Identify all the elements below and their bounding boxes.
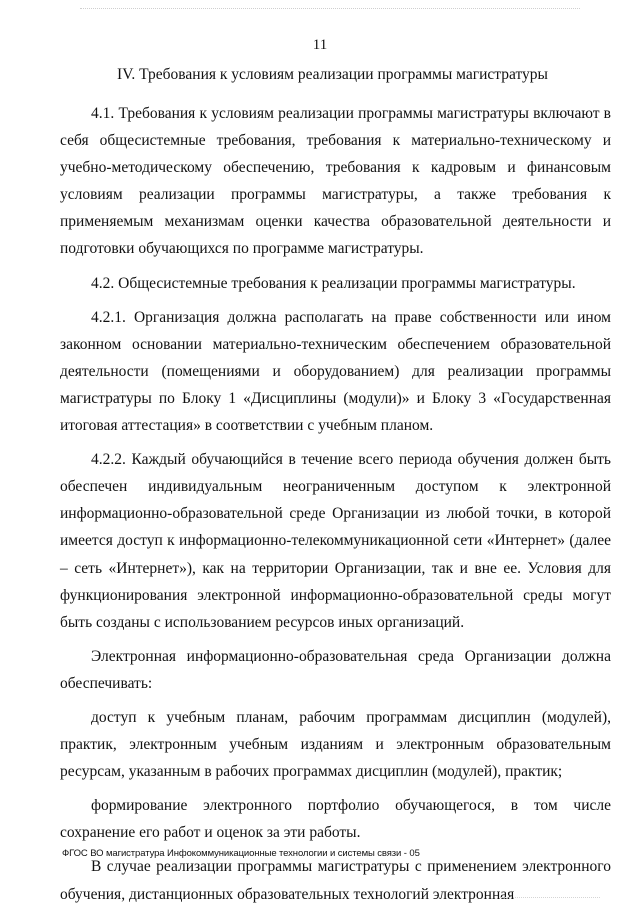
paragraph-distance-learning: В случае реализации программы магистратуры с применением электронного обучения, дистанционных образовательных технологий электронная [60,858,611,903]
section-title: IV. Требования к условиям реализации программы магистратуры [117,66,548,83]
paragraph-4-2-1: 4.2.1. Организация должна располагать на праве собственности или ином законном основании материально-техническим обеспечением образовательной деятельности (помещениями и оборудованием) для реализации программы магистратуры по Блоку 1 «Дисциплины (модули)» и Блоку 3 «Государственная итоговая аттестация» в соответствии с учебным планом. [60,308,611,435]
paragraph-eios-access: доступ к учебным планам, рабочим программам дисциплин (модулей), практик, электронным учебным изданиям и электронным образовательным ресурсам, указанным в рабочих программах дисциплин (модулей), практик; [60,708,611,781]
page-number: 11 [312,37,328,53]
scan-edge-bottom [500,897,600,899]
paragraph-eios-intro: Электронная информационно-образовательная среда Организации должна обеспечивать: [60,647,611,692]
page-footer: ФГОС ВО магистратура Инфокоммуникационные технологии и системы связи - 05 [62,848,420,859]
scan-edge-top [80,8,580,10]
paragraph-4-2-2: 4.2.2. Каждый обучающийся в течение всего периода обучения должен быть обеспечен индивидуальным неограниченным доступом к электронной информационно-образовательной среде Организации из любой точки, в которой имеется доступ к информационно-телекоммуникационной сети «Интернет» (далее – сеть «Интернет»), как на территории Организации, так и вне ее. Условия для функционирования электронной информационно-образовательной среды могут быть созданы с использованием ресурсов иных организаций. [60,451,611,631]
paragraph-4-1: 4.1. Требования к условиям реализации программы магистратуры включают в себя общесистемные требования, требования к материально-техническому и учебно-методическому обеспечению, требования к кадровым и финансовым условиям реализации программы магистратуры, а также требования к применяемым механизмам оценки качества образовательной деятельности и подготовки обучающихся по программе магистратуры. [60,105,611,258]
paragraph-4-2: 4.2. Общесистемные требования к реализации программы магистратуры. [91,274,576,292]
body-text [60,100,611,908]
paragraph-eios-portfolio: формирование электронного портфолио обучающегося, в том числе сохранение его работ и оценок за эти работы. [60,797,611,842]
